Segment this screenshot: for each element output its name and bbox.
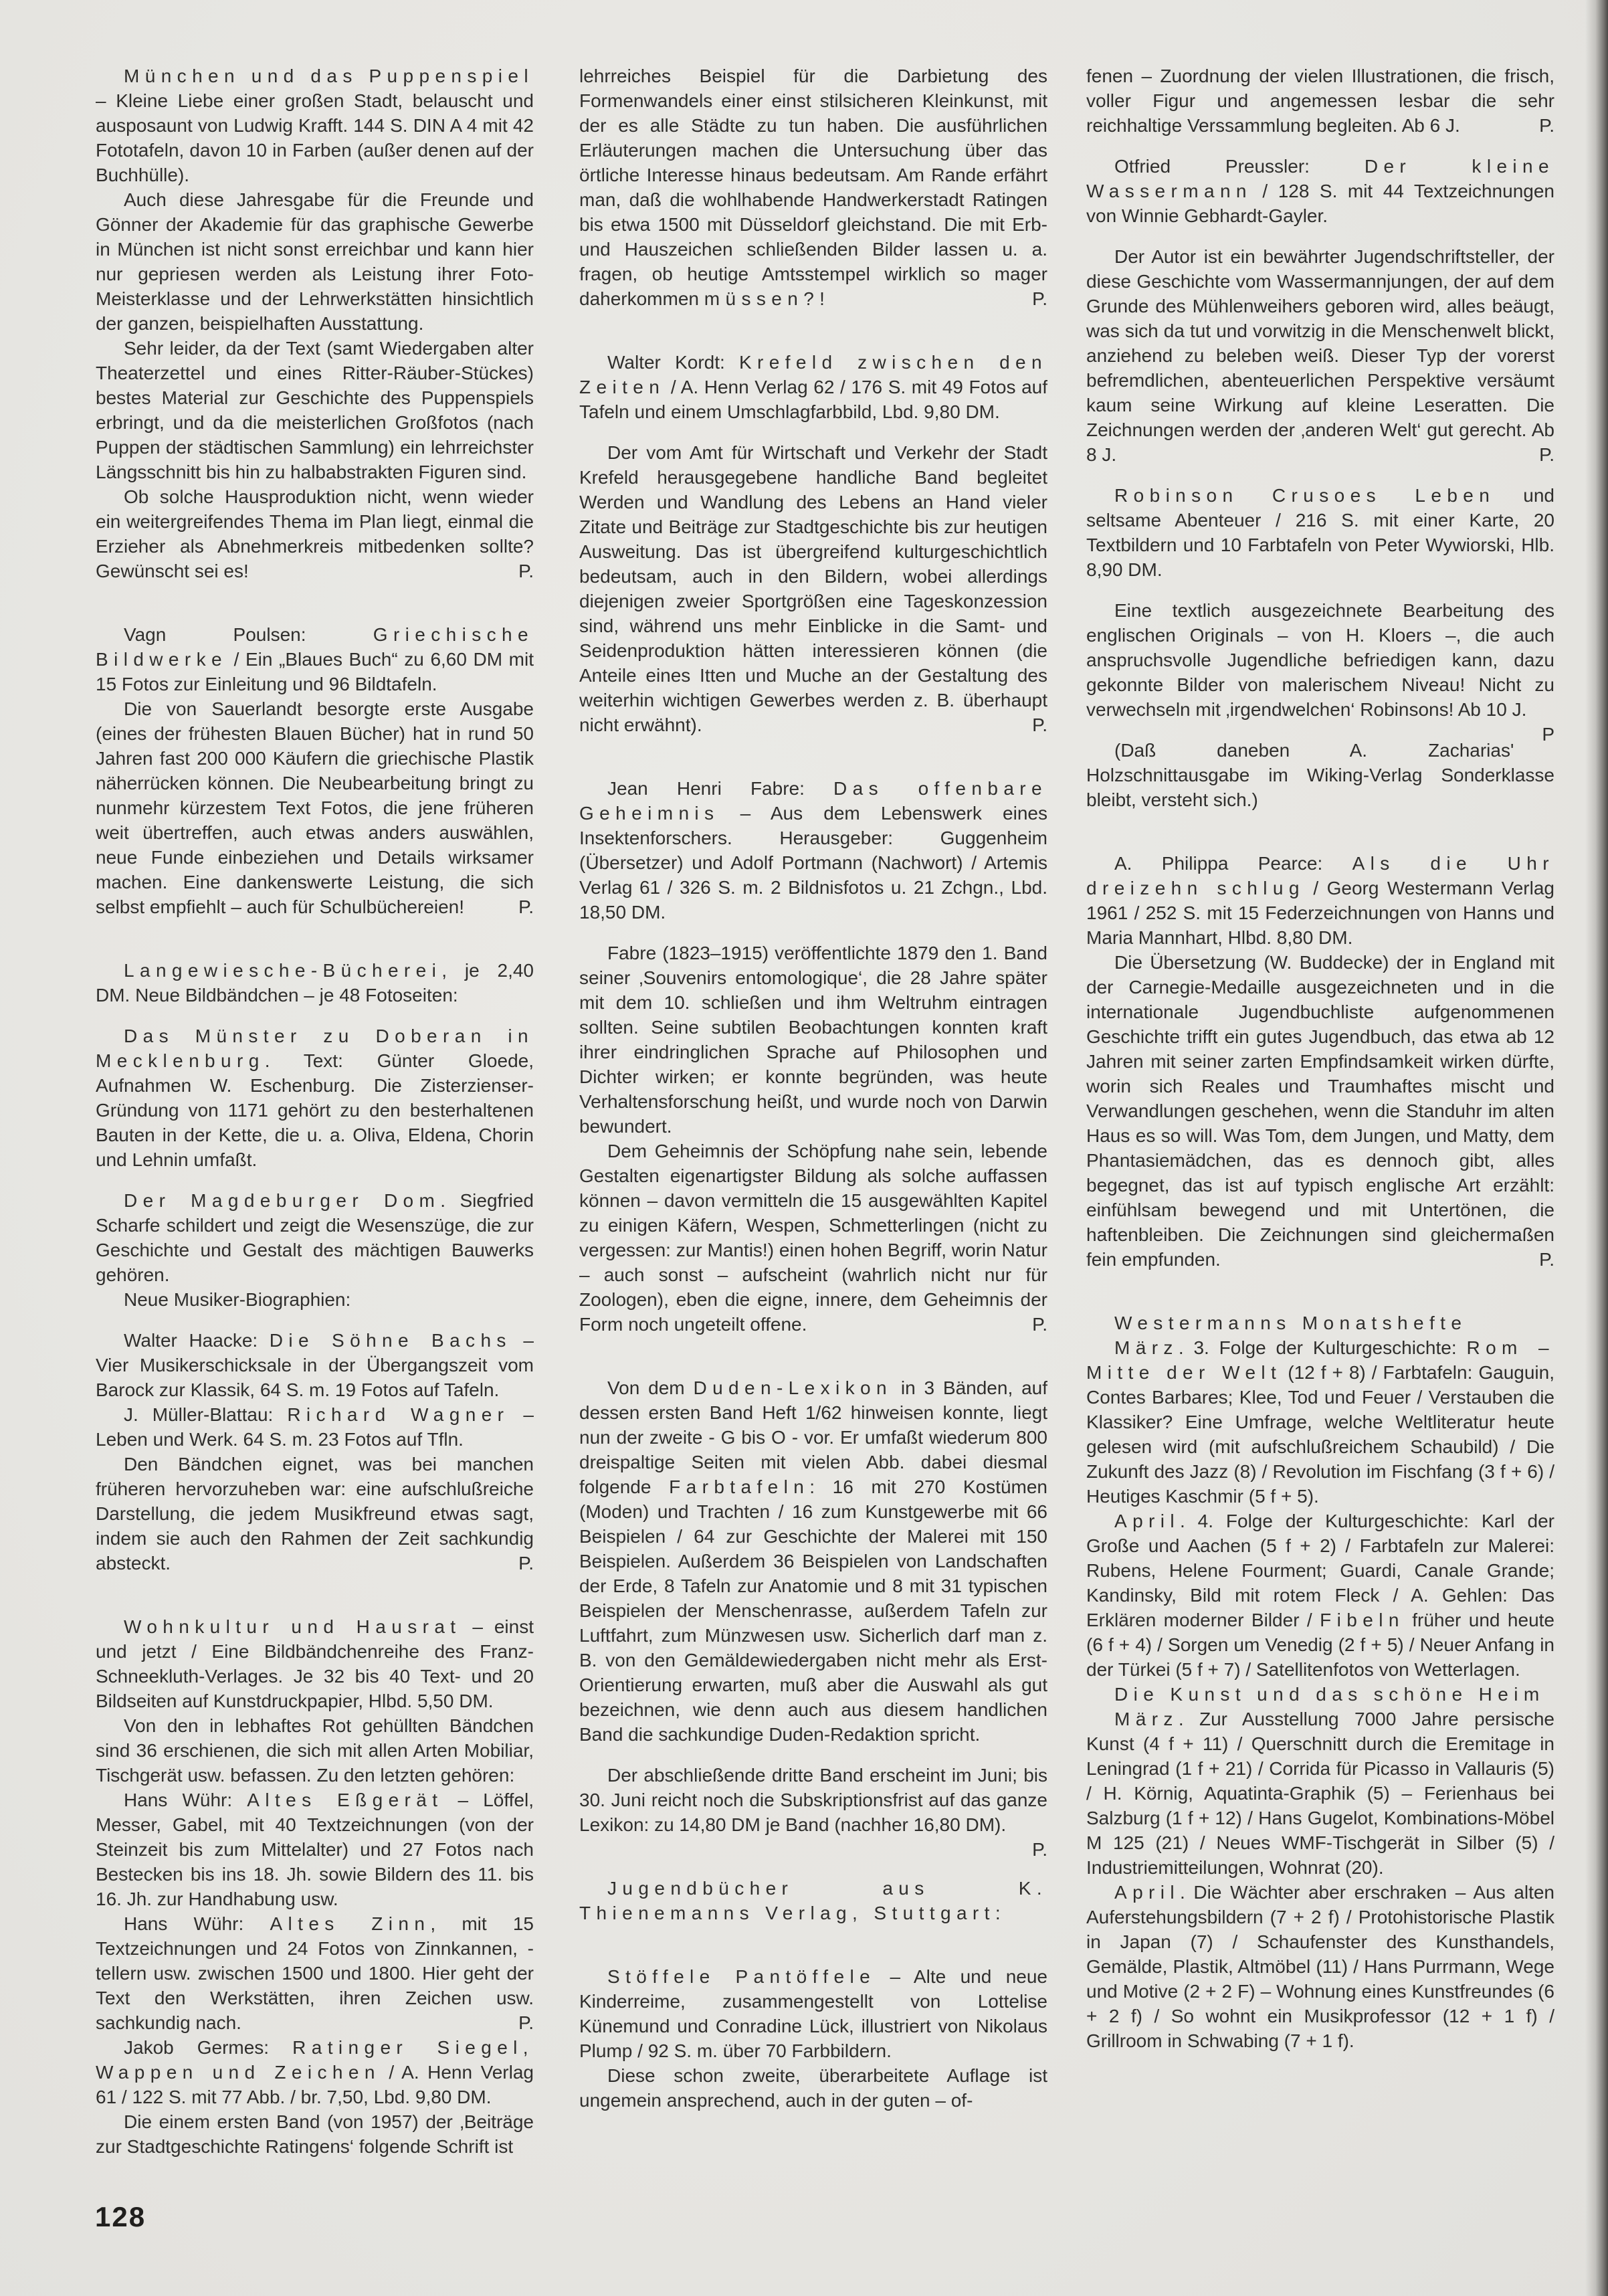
book-title: Stöffele Pantöffele bbox=[607, 1966, 876, 1987]
paragraph bbox=[1086, 738, 1554, 812]
paragraph bbox=[96, 1287, 534, 1312]
paragraph bbox=[96, 1788, 534, 1911]
text-run: Diese schon zweite, überarbeitete Auflage ist ungemein ansprechend, auch in der guten – of- bbox=[579, 2065, 1047, 2111]
text-run: Von dem bbox=[607, 1377, 694, 1398]
paragraph bbox=[96, 1713, 534, 1788]
text-run: A. Philippa Pearce: bbox=[1114, 853, 1352, 874]
paragraph bbox=[1086, 598, 1554, 745]
paragraph bbox=[1086, 1335, 1554, 1509]
reviewer-initial: P. bbox=[1032, 714, 1047, 735]
paragraph bbox=[96, 2035, 534, 2109]
book-title: Das offenbare Geheimnis bbox=[579, 778, 1047, 824]
book-title: Altes Zinn bbox=[270, 1913, 431, 1934]
text-column-2 bbox=[579, 64, 1047, 2184]
text-run: – Vier Musikerschicksale in der Übergangszeit vom Barock zur Klassik, 64 S. m. 19 Fotos auf Tafeln. bbox=[96, 1330, 534, 1400]
paragraph bbox=[1086, 244, 1554, 467]
book-title: Richard Wagner bbox=[287, 1404, 510, 1425]
book-title: Das Münster zu Doberan in Mecklenburg bbox=[96, 1026, 534, 1071]
paragraph bbox=[579, 64, 1047, 311]
paragraph bbox=[96, 484, 534, 583]
paragraph bbox=[1086, 851, 1554, 950]
paragraph bbox=[96, 1452, 534, 1575]
text-run: . 4. Folge der Kulturgeschichte: Karl der Große und Aachen (5 f + 2) / Farbtafeln zur Malerei: Rubens, Helene Fourment; Guardi, Canale Grande; Kandinsky, Bild mit rotem Fleck / A. Gehlen: Das Erklären moderner Bilder / bbox=[1086, 1511, 1554, 1630]
paragraph bbox=[1086, 483, 1554, 582]
text-run: – Kleine Liebe einer großen Stadt, belauscht und ausposaunt von Ludwig Krafft. 144 S. DIN A 4 mit 42 Fototafeln, davon 10 in Farben (außer denen auf der Buchhülle). bbox=[96, 90, 534, 185]
text-run: Dem Geheimnis der Schöpfung nahe sein, lebende Gestalten eigenartigster Bildung als solche auffassen können – davon vermitteln die 15 ausgewählten Kapitel zu einigen Käfern, Wespen, Schmetterlingen (nicht zu vergessen: zur Mantis!) einen hohen Begriff, worin Natur – auch sonst – aufscheint (wahrlich nicht nur für Zoologen), eben die eigne, innere, dem Geheimnis der Form noch ungeteilt offene. bbox=[579, 1141, 1047, 1335]
reviewer-initial: P. bbox=[1539, 1249, 1554, 1270]
text-run: : 16 mit 270 Kostümen (Moden) und Trachten / 16 zum Kunstgewerbe mit 66 Beispielen / 64 zur Geschichte der Malerei mit 150 Beispielen. Außerdem 36 Beispielen von Landschaften der Erde, 8 Tafeln zur Anatomie und 8 mit 31 typischen Beispielen der Menschenrasse, außerdem Tafeln zur Luftfahrt, zum Münzwesen usw. Sicherlich darf man z. B. von den Gemäldewiedergaben nicht mehr als Erst-Orientierung erwarten, muß aber die Auswahl als gut bezeichnen, wie denn auch aus diesem handlichen Band die sachkundige Duden-Redaktion spricht. bbox=[579, 1476, 1047, 1745]
text-run: – einst und jetzt / Eine Bildbändchenreihe des Franz-Schneekluth-Verlages. Je 32 bis 40 Text- und 20 Bildseiten auf Kunstdruckpapier, Hlbd. 5,50 DM. bbox=[96, 1616, 534, 1711]
paragraph bbox=[96, 958, 534, 1008]
paragraph bbox=[579, 941, 1047, 1139]
page-number: 128 bbox=[95, 2201, 146, 2232]
text-run: früher und heute (6 f + 4) / Sorgen um Venedig (2 f + 5) / Neuer Anfang in der Türkei (5 f + 7) / Satellitenfotos von Wetterlagen. bbox=[1086, 1610, 1554, 1680]
text-run: / A. Henn Verlag 61 / 122 S. mit 77 Abb. / br. 7,50, Lbd. 9,80 DM. bbox=[96, 2062, 534, 2107]
book-title: Wohnkultur und Hausrat bbox=[124, 1616, 462, 1637]
text-run: / A. Henn Verlag 62 / 176 S. mit 49 Fotos auf Tafeln und einem Umschlagfarbbild, Lbd. 9,80 DM. bbox=[579, 377, 1047, 422]
text-run: fenen – Zuordnung der vielen Illustrationen, die frisch, voller Figur und angemessen lesbar die sehr reichhaltige Verssammlung begleiten. Ab 6 J. bbox=[1086, 66, 1554, 136]
book-title: Robinson Crusoes Leben bbox=[1114, 485, 1496, 506]
paragraph bbox=[579, 350, 1047, 424]
text-run: (12 f + 8) / Farbtafeln: Gauguin, Contes Barbares; Klee, Tod und Feuer / Verstauben die Klassiker? Eine Umfrage, welche Weltliteratur heute gelesen wird (mit aufschlußreichem Schaubild) / Die Zukunft des Jazz (8) / Revolution im Fischfang (3 f + 6) / Heutiges Kaschmir (5 f + 5). bbox=[1086, 1362, 1554, 1507]
text-run: / 128 S. mit 44 Textzeichnungen von Winnie Gebhardt-Gayler. bbox=[1086, 181, 1554, 226]
text-run: , mit 15 Textzeichnungen und 24 Fotos von Zinnkannen, -tellern usw. zwischen 1500 und 1800. Hier geht der Text den Werkstätten, ihren Zeichen usw. sachkundig nach. bbox=[96, 1913, 534, 2033]
paragraph bbox=[96, 64, 534, 187]
paragraph bbox=[96, 1328, 534, 1402]
text-run: Vagn Poulsen: bbox=[124, 624, 373, 645]
text-run: Der abschließende dritte Band erscheint im Juni; bis 30. Juni reicht noch die Subskriptionsfrist auf das ganze Lexikon: zu 14,80 DM je Band (nachher 16,80 DM). bbox=[579, 1765, 1047, 1835]
book-title: Jugendbücher aus K. Thienemanns Verlag, Stuttgart: bbox=[579, 1878, 1047, 1923]
paragraph bbox=[1086, 154, 1554, 228]
paragraph bbox=[96, 1402, 534, 1452]
book-title: Als die Uhr dreizehn schlug bbox=[1086, 853, 1554, 898]
reviewer-initial: P. bbox=[1539, 444, 1554, 465]
text-run: , je 2,40 DM. Neue Bildbändchen – je 48 Fotoseiten: bbox=[96, 960, 534, 1006]
paragraph bbox=[96, 336, 534, 484]
book-title: Rom – Mitte der Welt bbox=[1086, 1337, 1554, 1383]
book-title: Fibeln bbox=[1320, 1610, 1405, 1630]
text-run: Auch diese Jahresgabe für die Freunde und Gönner der Akademie für das graphische Gewerbe in München ist nicht sonst erreichbar und kann hier nur gepriesen werden als Leistung ihrer Foto-Meisterklasse und der Lehrwerkstätten hinsichtlich der ganzen, beispielhaften Ausstattung. bbox=[96, 189, 534, 334]
reviewer-initial: P. bbox=[518, 896, 534, 917]
text-run: Die Übersetzung (W. Buddecke) der in England mit der Carnegie-Medaille ausgezeichneten und in die internationale Jugendbuchliste aufgenommenen Geschichte trifft ein gutes Jugendbuch, das etwa ab 12 Jahren mit seiner zarten Empfindsamkeit wirken dürfte, worin sich Reales und Traumhaftes mischt und Verwandlungen geschehen, wenn die Standuhr im alten Haus es so will. Was Tom, dem Jungen, und Matty, dem Phantasiemädchen, das es dennoch gibt, alles begegnet, das ist auf typisch englische Art erzählt: einfühlsam bewegend und mit Untertönen, die haftenbleiben. Die Zeichnungen sind gleichermaßen fein empfunden. bbox=[1086, 952, 1554, 1270]
text-run: in 3 Bänden, auf dessen ersten Band Heft 1/62 hinweisen konnte, liegt nun der zweite - G bis O - vor. Er umfaßt wiederum 800 dreispaltige Seiten mit vielen Abb. dabei diesmal folgende bbox=[579, 1377, 1047, 1497]
book-title: Altes Eßgerät bbox=[247, 1790, 443, 1810]
paragraph bbox=[579, 440, 1047, 737]
text-run: . Siegfried Scharfe schildert und zeigt die Wesenszüge, die zur Geschichte und Gestalt des mächtigen Bauwerks gehören. bbox=[96, 1190, 534, 1285]
book-title: München und das Puppenspiel bbox=[124, 66, 534, 86]
book-title: Krefeld zwischen den Zeiten bbox=[579, 352, 1047, 397]
reviewer-initial: P. bbox=[1032, 288, 1047, 309]
paragraph bbox=[96, 696, 534, 919]
text-run: . Text: Günter Gloede, Aufnahmen W. Eschenburg. Die Zisterzienser-Gründung von 1171 gehört zu den besterhaltenen Bauten in der Kette, die u. a. Oliva, Eldena, Chorin und Lehnin umfaßt. bbox=[96, 1050, 534, 1170]
reviewer-initial: P. bbox=[1539, 115, 1554, 136]
reviewer-initial: P. bbox=[1032, 1314, 1047, 1335]
paragraph bbox=[96, 1614, 534, 1713]
text-run: – Aus dem Lebenswerk eines Insektenforschers. Herausgeber: Guggenheim (Übersetzer) und Adolf Portmann (Nachwort) / Artemis Verlag 61 / 326 S. m. 2 Bildnisfotos u. 21 Zchgn., Lbd. 18,50 DM. bbox=[579, 803, 1047, 923]
paragraph bbox=[96, 622, 534, 696]
paragraph bbox=[1086, 950, 1554, 1272]
text-run: . Zur Ausstellung 7000 Jahre persische Kunst (4 f + 11) / Querschnitt durch die Eremitage in Leningrad (1 f + 21) / Corrida für Picasso in Vallauris (5) / H. Körnig, Aquatinta-Graphik (5) – Ferienhaus bei Salzburg (1 f + 12) / Hans Gugelot, Kombinations-Möbel M 125 (21) / Neues WMF-Tischgerät in Silber (5) / Industriemitteilungen, Wohnrat (20). bbox=[1086, 1709, 1554, 1878]
reviewer-initial: P. bbox=[1032, 1839, 1047, 1860]
paragraph bbox=[96, 187, 534, 336]
text-run: lehrreiches Beispiel für die Darbietung des Formenwandels einer einst stilsicheren Kleinkunst, mit der es alle Städte zu tun haben. Die ausführlichen Erläuterungen machen die Untersuchung über das örtliche Interesse hinaus bedeutsam. Am Rande erfährt man, daß die wohlhabende Handwerkerstadt Ratingen bis etwa 1500 mit Düsseldorf gleichstand. Die mit Erb- und Hauszeichen schließenden Bilder lassen u. a. fragen, ob heutige Amtsstempel wirklich so mager daherkommen bbox=[579, 66, 1047, 309]
paragraph bbox=[579, 2063, 1047, 2113]
text-run: und seltsame Abenteuer / 216 S. mit einer Karte, 20 Textbildern und 10 Farbtafeln von Peter Wywiorski, Hlb. 8,90 DM. bbox=[1086, 485, 1554, 580]
text-run: Neue Musiker-Biographien: bbox=[124, 1289, 351, 1310]
book-title: Langewiesche-Bücherei bbox=[124, 960, 442, 981]
reviewer-initial: P. bbox=[518, 561, 534, 581]
text-run: (Daß daneben A. Zacharias' Holzschnittausgabe im Wiking-Verlag Sonderklasse bleibt, versteht sich.) bbox=[1086, 740, 1554, 810]
book-title: müssen?! bbox=[704, 288, 831, 309]
paragraph bbox=[1086, 1880, 1554, 2053]
text-run: Fabre (1823–1915) veröffentlichte 1879 den 1. Band seiner ‚Souvenirs entomologique‘, die 28 Jahre später mit dem 10. schließen und ihm Weltruhm eintragen sollten. Seine subtilen Beobachtungen konnten kraft ihrer eindringlichen Sprache auf Philosophen und Dichter wirken; er konnte begründen, was heute Verhaltensforschung heißt, und wurde noch von Darwin bewundert. bbox=[579, 943, 1047, 1137]
text-run: / Georg Westermann Verlag 1961 / 252 S. mit 15 Federzeichnungen von Hanns und Maria Mannhart, Hlbd. 8,80 DM. bbox=[1086, 878, 1554, 948]
text-run: Den Bändchen eignet, was bei manchen früheren hervorzuheben war: eine aufschlußreiche Darstellung, die jedem Musikfreund etwas sagt, indem sie auch den Rahmen der Zeit sachkundig absteckt. bbox=[96, 1454, 534, 1573]
reviewer-initial: P. bbox=[518, 1553, 534, 1573]
book-title: Westermanns Monatshefte bbox=[1114, 1313, 1468, 1333]
text-column-1 bbox=[96, 64, 534, 2184]
book-title: Der Magdeburger Dom bbox=[124, 1190, 441, 1211]
text-run: – Leben und Werk. 64 S. m. 23 Fotos auf Tfln. bbox=[96, 1404, 534, 1450]
book-title: Die Kunst und das schöne Heim bbox=[1114, 1684, 1545, 1705]
text-run: Ob solche Hausproduktion nicht, wenn wieder ein weitergreifendes Thema im Plan liegt, einmal die Erzieher als Abnehmerkreis mitbedenken sollte? Gewünscht sei es! bbox=[96, 486, 534, 581]
book-title: Der kleine Wassermann bbox=[1086, 156, 1554, 201]
text-run: Von den in lebhaftes Rot gehüllten Bändchen sind 36 erschienen, die sich mit allen Arten Mobiliar, Tischgerät usw. befassen. Zu den letzten gehören: bbox=[96, 1715, 534, 1786]
paragraph bbox=[96, 2109, 534, 2159]
page-edge-shadow bbox=[1585, 0, 1608, 2296]
section-heading bbox=[1086, 1311, 1554, 1335]
text-run: Hans Wühr: bbox=[124, 1913, 270, 1934]
book-title: Griechische Bildwerke bbox=[96, 624, 534, 670]
book-title: Ratinger Siegel, Wappen und Zeichen bbox=[96, 2037, 534, 2083]
book-title: Farbtafeln bbox=[669, 1476, 810, 1497]
book-title: April bbox=[1114, 1511, 1181, 1531]
text-run: Walter Kordt: bbox=[607, 352, 739, 373]
paragraph bbox=[1086, 64, 1554, 138]
text-run: / Ein „Blaues Buch“ zu 6,60 DM mit 15 Fotos zur Einleitung und 96 Bildtafeln. bbox=[96, 649, 534, 694]
paragraph bbox=[579, 1375, 1047, 1747]
paragraph bbox=[96, 1911, 534, 2035]
book-title: März bbox=[1114, 1709, 1179, 1729]
paragraph bbox=[1086, 1707, 1554, 1880]
text-run: Sehr leider, da der Text (samt Wiedergaben alter Theaterzettel und eines Ritter-Räuber-Stückes) bestes Material zur Geschichte des Puppenspiels erbringt, und da die meisterlichen Großfotos (nach Puppen der städtischen Sammlung) ein lehrreichster Längsschnitt bis hin zu halbabstrakten Figuren sind. bbox=[96, 338, 534, 482]
text-run: Jean Henri Fabre: bbox=[607, 778, 834, 799]
book-title: April bbox=[1114, 1882, 1181, 1903]
text-run: Walter Haacke: bbox=[124, 1330, 270, 1351]
text-run: . Die Wächter aber erschraken – Aus alten Auferstehungsbildern (7 + 2 f) / Protohistorische Plastik in Japan (7) / Schaufenster des Kunsthandels, Gemälde, Plastik, Altmöbel (11) / Hans Purrmann, Wege und Motive (2 + 2 F) – Wohnung eines Kunstfreundes (6 + 2 f) / So wohnt ein Musikprofessor (12 + 1 f) / Grillroom in Schwabing (7 + 1 f). bbox=[1086, 1882, 1554, 2051]
text-run: Die von Sauerlandt besorgte erste Ausgabe (eines der frühesten Blauen Bücher) hat in rund 50 Jahren fast 200 000 Käufern die griechische Plastik näherrücken können. Die Neubearbeitung bringt zu nunmehr kürzestem Text Fotos, die jene früheren weit übertreffen, auch etwas anders auswählen, neue Funde einbeziehen und Details wirksamer machen. Eine dankenswerte Leistung, die sich selbst empfiehlt – auch für Schulbüchereien! bbox=[96, 698, 534, 917]
paragraph bbox=[579, 776, 1047, 925]
paragraph bbox=[1086, 1509, 1554, 1682]
paragraph bbox=[579, 1139, 1047, 1337]
text-run: – Alte und neue Kinderreime, zusammengestellt von Lottelise Künemund und Conradine Lück, illustriert von Nikolaus Plump / 92 S. m. über 70 Farbbildern. bbox=[579, 1966, 1047, 2061]
reviewer-initial: P. bbox=[518, 2012, 534, 2033]
text-run: Otfried Preussler: bbox=[1114, 156, 1365, 177]
text-run: Jakob Germes: bbox=[124, 2037, 293, 2058]
text-run: Die einem ersten Band (von 1957) der ‚Beiträge zur Stadtgeschichte Ratingens‘ folgende Schrift ist bbox=[96, 2111, 534, 2157]
text-run: Der Autor ist ein bewährter Jugendschriftsteller, der diese Geschichte vom Wassermannjungen, der auf dem Grunde des Mühlenweihers geboren wird, alles beäugt, was sich da tut und vorwitzig in die Menschenwelt blickt, anziehend zu beleben weiß. Dieser Typ der vorerst befremdlichen, abenteuerlichen Perspektive versäumt kaum seine Wirkung auf kleine Leseratten. Die Zeichnungen werden der ‚anderen Welt‘ gut gerecht. Ab 8 J. bbox=[1086, 246, 1554, 465]
text-run: – Löffel, Messer, Gabel, mit 40 Textzeichnungen (von der Steinzeit bis zum Mittelalter) und 27 Fotos nach Bestecken bis ins 18. Jh. sowie Bildern des 11. bis 16. Jh. zur Handhabung usw. bbox=[96, 1790, 534, 1909]
paragraph bbox=[96, 1024, 534, 1172]
text-run: Der vom Amt für Wirtschaft und Verkehr der Stadt Krefeld herausgegebene handliche Band begleitet Werden und Wandlung des Lebens an Hand vieler Zitate und Beiträge zur Stadtgeschichte bis zur heutigen Ausweitung. Das ist übergreifend kulturgeschichtlich bedeutsam, auch in den Bildern, wobei allerdings diejenigen zweier Sportgrößen eine Tageskonzession sind, während uns mehr Einblicke in die Samt- und Seidenproduktion hätten interessieren können (die Anteile eines Itten und Muche an der Gestaltung des weiterhin wichtigen Gewerbes werden z. B. überhaupt nicht erwähnt). bbox=[579, 442, 1047, 735]
section-heading bbox=[579, 1876, 1047, 1925]
text-run: Hans Wühr: bbox=[124, 1790, 247, 1810]
book-title: Duden-Lexikon bbox=[693, 1377, 892, 1398]
text-column-3 bbox=[1086, 64, 1554, 2184]
text-columns bbox=[96, 64, 1554, 2184]
text-run: Eine textlich ausgezeichnete Bearbeitung des englischen Originals – von H. Kloers –, die auch anspruchsvolle Jugendliche befriedigen kann, dazu gekonnte Bilder von malerischem Niveau! Nicht zu verwechseln mit ‚irgendwelchen‘ Robinsons! Ab 10 J. bbox=[1086, 600, 1554, 720]
text-run: . 3. Folge der Kulturgeschichte: bbox=[1178, 1337, 1467, 1358]
reviewer-initial: P bbox=[1542, 724, 1554, 745]
paragraph bbox=[579, 1964, 1047, 2063]
book-title: Die Söhne Bachs bbox=[269, 1330, 512, 1351]
section-heading bbox=[1086, 1682, 1554, 1707]
paragraph bbox=[579, 1763, 1047, 1860]
text-run: J. Müller-Blattau: bbox=[124, 1404, 288, 1425]
book-title: März bbox=[1114, 1337, 1179, 1358]
paragraph bbox=[96, 1188, 534, 1287]
